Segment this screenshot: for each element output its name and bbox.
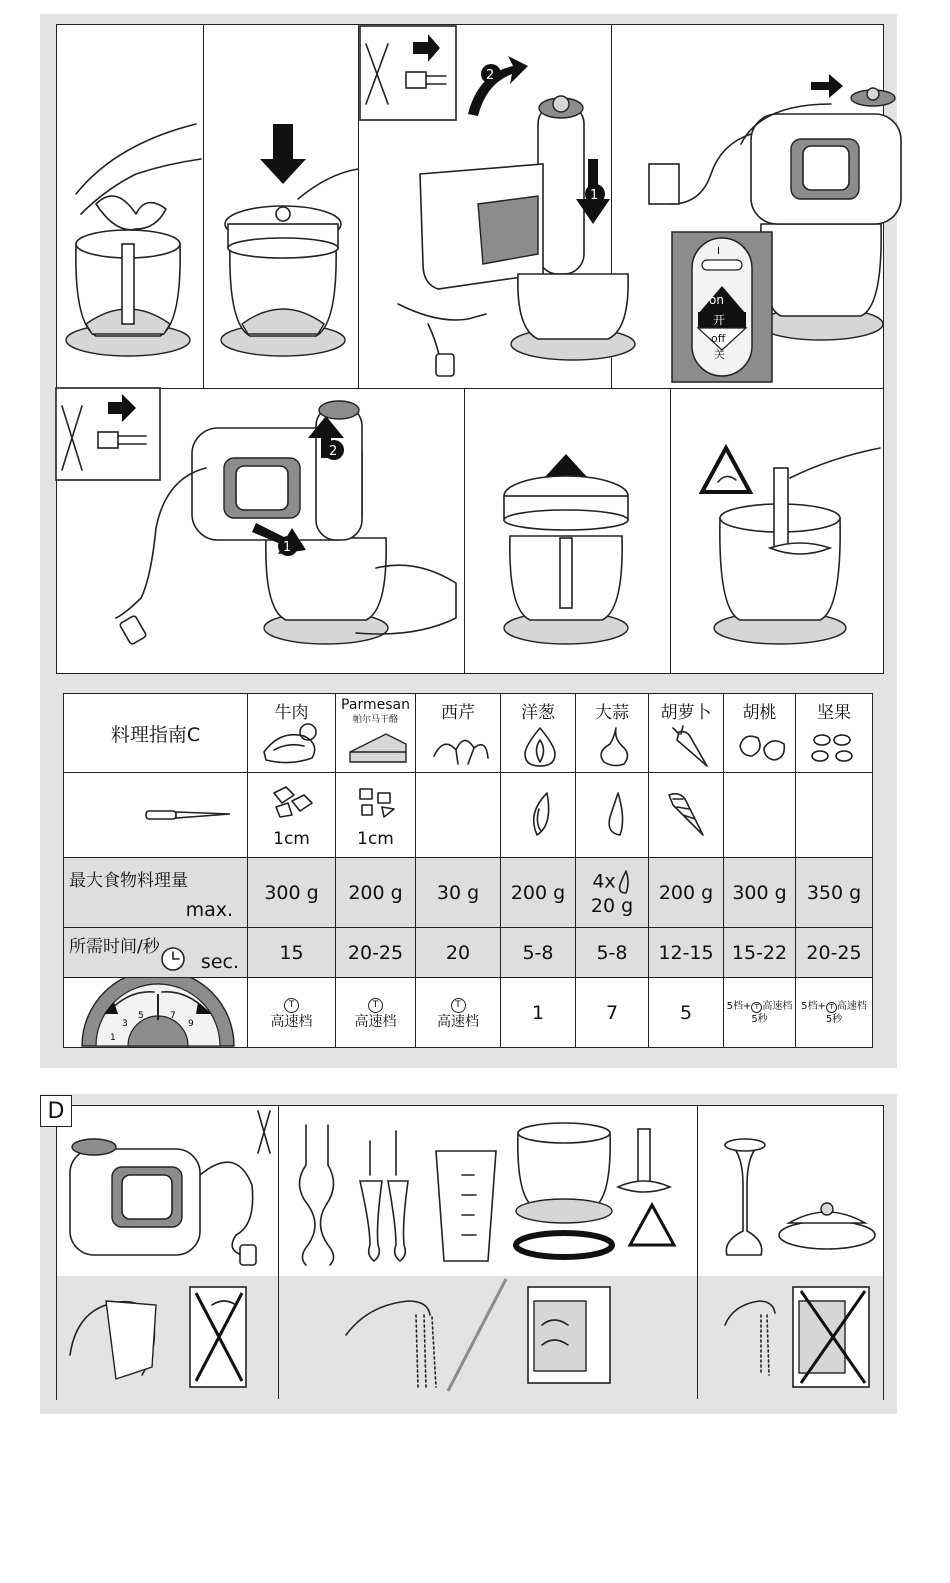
max-garlic (576, 858, 649, 928)
max-nuts: 350 g (796, 858, 873, 928)
switch-off-label-cn: 关 (714, 348, 725, 361)
cut-size-parmesan: 1cm (357, 829, 394, 849)
max-walnut: 300 g (724, 858, 796, 928)
speed-walnut-level: 5档+ (726, 1000, 752, 1012)
speed-garlic: 7 (576, 978, 649, 1048)
time-onion: 5-8 (501, 928, 576, 978)
speed-beef-label: 高速档 (270, 1014, 313, 1030)
food-cell-carrot (649, 694, 724, 773)
food-name-parsley: 西芹 (441, 703, 475, 723)
step-number-2: 2 (486, 68, 495, 83)
table-row-foods (64, 694, 873, 773)
food-name-parmesan-cn: 帕尔马干酪 (352, 715, 398, 725)
turbo-icon: T (826, 1002, 837, 1013)
cut-garlic (576, 773, 649, 858)
turbo-icon: T (284, 998, 299, 1013)
speed-parmesan (336, 978, 416, 1048)
garlic-clove-small-icon (616, 869, 632, 895)
max-beef: 300 g (248, 858, 336, 928)
cleaning-illustration (56, 1105, 884, 1400)
max-label-cell (64, 858, 248, 928)
speed-dial-icon (70, 980, 242, 1046)
food-cell-beef (248, 694, 336, 773)
switch-on-label-cn: 开 (713, 313, 726, 327)
cut-beef (248, 773, 336, 858)
knife-cell (64, 773, 248, 858)
table-row-time (64, 928, 873, 978)
food-name-parmesan: Parmesan 帕尔马干酪 (336, 698, 415, 728)
food-processing-guide-table (63, 693, 873, 1048)
food-name-onion: 洋葱 (521, 703, 555, 723)
switch-on-label: on (709, 293, 724, 307)
step-number-1-row2: 1 (283, 540, 292, 555)
chopper-bowl-illustration (56, 24, 884, 390)
time-walnut: 15-22 (724, 928, 796, 978)
cut-parmesan (336, 773, 416, 858)
carrot-icon (665, 724, 713, 768)
parmesan-icon (346, 730, 410, 768)
max-carrot: 200 g (649, 858, 724, 928)
time-unit: sec. (200, 951, 239, 973)
speed-parsley (416, 978, 501, 1048)
max-label: 最大食物料理量 (69, 871, 188, 891)
food-cell-parsley (416, 694, 501, 773)
dial-tick-5: 5 (138, 1011, 144, 1021)
food-name-garlic: 大蒜 (595, 703, 629, 723)
speed-nuts-turbo: 高速档 (836, 1000, 867, 1012)
cut-size-beef: 1cm (273, 829, 310, 849)
speed-walnut-seconds: 5秒 (751, 1013, 768, 1025)
cut-walnut (724, 773, 796, 858)
dial-tick-7: 7 (170, 1011, 176, 1021)
food-cell-onion (501, 694, 576, 773)
garlic-icon (590, 724, 640, 768)
max-garlic-weight: 20 g (590, 894, 634, 917)
speed-parsley-label: 高速档 (437, 1014, 479, 1030)
dial-tick-9: 9 (188, 1019, 194, 1029)
walnut-icon (734, 728, 790, 766)
max-parsley: 30 g (416, 858, 501, 928)
garlic-clove-icon (600, 789, 630, 841)
table-row-cut-size (64, 773, 873, 858)
onion-slice-icon (525, 789, 555, 841)
max-parmesan: 200 g (336, 858, 416, 928)
speed-beef (248, 978, 336, 1048)
dial-tick-1: 1 (110, 1033, 116, 1043)
timer-icon (160, 946, 186, 972)
time-carrot: 12-15 (649, 928, 724, 978)
knife-icon (144, 807, 234, 823)
food-name-beef: 牛肉 (274, 703, 309, 723)
speed-nuts-level: 5档+ (801, 1000, 826, 1012)
speed-walnut (724, 978, 796, 1048)
dial-tick-3: 3 (122, 1019, 128, 1029)
speed-carrot: 5 (649, 978, 724, 1048)
max-unit: max. (185, 899, 233, 921)
step-number-2-row2: 2 (329, 444, 338, 459)
nuts-icon (806, 730, 864, 766)
cut-nuts (796, 773, 873, 858)
food-name-walnut: 胡桃 (742, 703, 777, 723)
max-garlic-count: 4x (592, 870, 616, 892)
food-cell-walnut (724, 694, 796, 773)
speed-nuts (796, 978, 873, 1048)
time-label: 所需时间/秒 (69, 937, 160, 957)
cut-parsley (416, 773, 501, 858)
cut-carrot (649, 773, 724, 858)
parsley-icon (428, 726, 492, 766)
table-row-max (64, 858, 873, 928)
turbo-icon: T (451, 998, 466, 1013)
step-number-1: 1 (590, 188, 599, 203)
carrot-piece-icon (663, 787, 709, 843)
time-beef: 15 (248, 928, 336, 978)
table-row-speed (64, 978, 873, 1048)
food-cell-garlic (576, 694, 649, 773)
section-d-label: D (40, 1095, 72, 1127)
speed-onion: 1 (501, 978, 576, 1048)
max-onion: 200 g (501, 858, 576, 928)
time-label-cell (64, 928, 248, 978)
beef-icon (260, 722, 324, 766)
time-nuts: 20-25 (796, 928, 873, 978)
switch-mark-on: I (717, 246, 720, 257)
switch-off-label: off (711, 332, 726, 345)
cubes-icon (268, 781, 316, 821)
speed-parmesan-label: 高速档 (354, 1014, 397, 1030)
turbo-icon: T (368, 998, 383, 1013)
disassembly-illustration (56, 388, 884, 674)
speed-dial-cell (64, 978, 248, 1048)
guide-title: 料理指南C (64, 694, 248, 773)
onion-icon (515, 724, 565, 768)
food-name-nuts: 坚果 (817, 703, 851, 723)
speed-walnut-turbo: 高速档 (762, 1000, 793, 1012)
food-cell-parmesan (336, 694, 416, 773)
cut-onion (501, 773, 576, 858)
time-parsley: 20 (416, 928, 501, 978)
time-parmesan: 20-25 (336, 928, 416, 978)
speed-nuts-seconds: 5秒 (825, 1013, 843, 1025)
turbo-icon: T (751, 1002, 762, 1013)
time-garlic: 5-8 (576, 928, 649, 978)
food-cell-nuts (796, 694, 873, 773)
food-name-carrot: 胡萝卜 (660, 703, 712, 723)
cheese-cubes-icon (354, 783, 402, 819)
